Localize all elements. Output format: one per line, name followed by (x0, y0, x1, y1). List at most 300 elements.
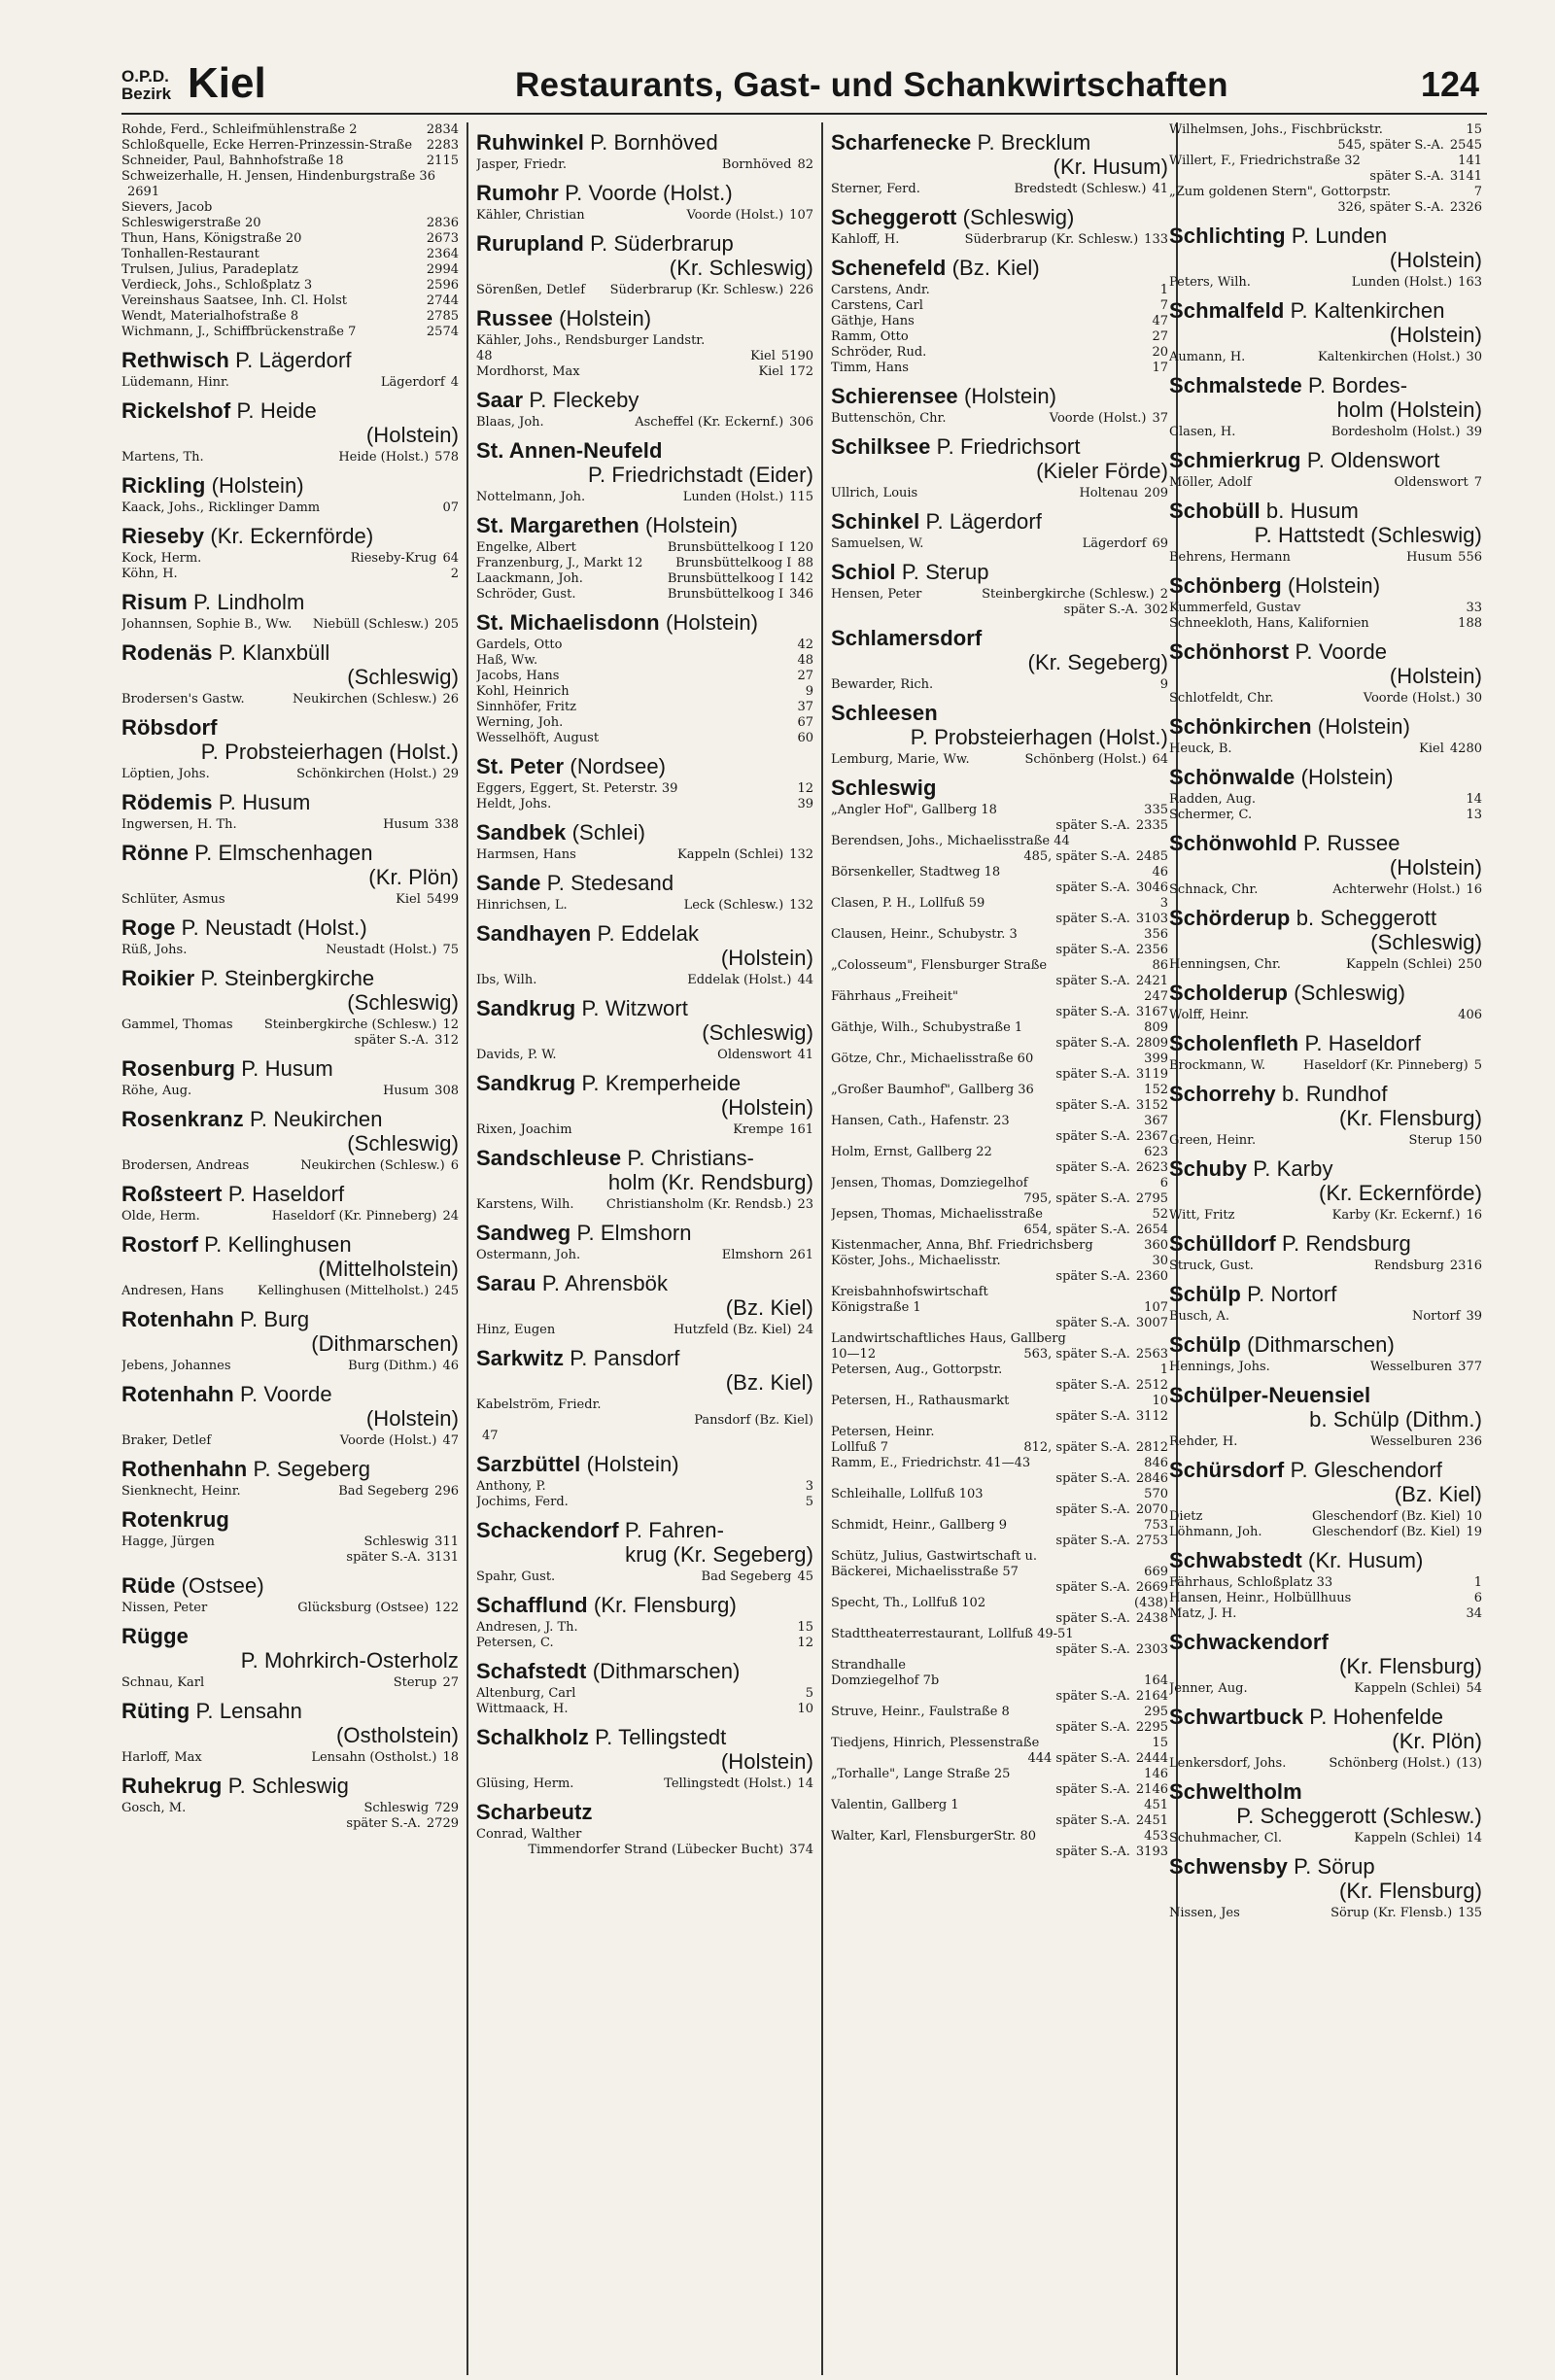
entry-phone: 163 (1458, 275, 1482, 290)
place-heading (121, 1624, 466, 1673)
entry-phone: 12 (442, 1018, 459, 1032)
listing-entry (831, 1316, 1176, 1331)
place-postal: P. Bordes- (1308, 373, 1408, 397)
listing-entry (831, 536, 1176, 552)
entry-name: Johannsen, Sophie B., Ww. (121, 617, 293, 632)
place-postal: (Holstein) (1288, 573, 1381, 598)
place-heading (121, 1573, 466, 1598)
entry-location: Brunsbüttelkoog I (667, 540, 784, 555)
listing-entry (831, 943, 1176, 958)
place-heading (1169, 1082, 1490, 1130)
place-section (121, 1056, 466, 1099)
entry-location: Voorde (Holst.) (1049, 411, 1147, 426)
entry-location: Tellingstedt (Holst.) (664, 1776, 792, 1791)
listing-entry (121, 138, 466, 154)
district-label (121, 68, 171, 103)
place-section (476, 1146, 821, 1213)
entry-phone: 7 (1473, 475, 1482, 490)
listing-entry (121, 767, 466, 782)
entry-location: Kappeln (Schlei) (1354, 1681, 1461, 1696)
entry-phone: 296 (434, 1484, 459, 1499)
listing-entry (476, 1702, 821, 1717)
entry-phone: 578 (434, 450, 459, 465)
place-name: Rüting (121, 1699, 190, 1723)
place-postal: P. Lensahn (195, 1699, 302, 1723)
place-section (1169, 639, 1490, 707)
entry-phone: 2669 (1135, 1580, 1168, 1595)
listing-entry (1169, 185, 1490, 200)
entry-name: Martens, Th. (121, 450, 204, 465)
listing-entry (831, 880, 1176, 896)
place-heading (1169, 298, 1490, 347)
place-postal: P. Bornhöved (590, 130, 718, 155)
entry-name: Heuck, B. (1169, 742, 1232, 756)
place-section (476, 231, 821, 298)
place-heading (1169, 224, 1490, 272)
place-name: Schülldorf (1169, 1231, 1276, 1256)
entry-name: Jensen, Thomas, Domziegelhof (831, 1176, 1028, 1190)
entry-phone: 245 (434, 1284, 459, 1298)
place-heading (121, 1232, 466, 1281)
place-name: Sarkwitz (476, 1346, 565, 1370)
entry-name: Petersen, Heinr. (831, 1425, 935, 1439)
listing-entry (1169, 808, 1490, 823)
entry-name: Anthony, P. (476, 1479, 546, 1494)
place-heading (121, 715, 466, 764)
place-heading (121, 524, 466, 548)
entry-phone: 2360 (1135, 1269, 1168, 1284)
place-heading (831, 626, 1176, 674)
entry-location: später S.-A. (354, 1033, 430, 1048)
entry-phone: 27 (442, 1675, 459, 1690)
listing-entry (831, 1160, 1176, 1176)
entry-name: Jenner, Aug. (1169, 1681, 1248, 1696)
place-postal: P. Witzwort (581, 996, 688, 1020)
place-section (1169, 1231, 1490, 1274)
column-1 (121, 122, 468, 2375)
entry-name: Nottelmann, Joh. (476, 490, 586, 504)
listing-entry (831, 1254, 1176, 1269)
entry-phone: 24 (797, 1323, 813, 1337)
listing-entry (476, 157, 821, 173)
entry-phone: 88 (797, 556, 813, 570)
entry-name: Ramm, Otto (831, 329, 909, 344)
entry-phone: 188 (1458, 616, 1482, 631)
entry-phone: 623 (1144, 1145, 1168, 1159)
place-section (121, 715, 466, 782)
listing-entry (831, 182, 1176, 197)
entry-phone: 150 (1458, 1133, 1482, 1148)
listing-entry (831, 677, 1176, 693)
place-heading (476, 871, 821, 895)
entry-phone: 132 (789, 847, 813, 862)
place-section (121, 966, 466, 1049)
listing-entry (831, 1394, 1176, 1409)
place-name: Rotenhahn (121, 1307, 234, 1331)
entry-name: Davids, P. W. (476, 1048, 557, 1062)
listing-entry (121, 1816, 466, 1832)
entry-phone: 6 (450, 1158, 459, 1173)
entry-phone: 3103 (1135, 912, 1168, 926)
listing-entry (831, 1300, 1176, 1316)
entry-name: Schloßquelle, Ecke Herren-Prinzessin-Straße (121, 138, 413, 153)
place-name: Russee (476, 306, 553, 330)
listing-entry (831, 361, 1176, 376)
entry-location: Kappeln (Schlei) (1345, 957, 1453, 972)
place-heading (831, 701, 1176, 749)
place-postal: b. Scheggerott (1296, 906, 1437, 930)
entry-name: Ingwersen, H. Th. (121, 817, 237, 832)
place-section (1169, 224, 1490, 291)
entry-name: Heldt, Johs. (476, 797, 552, 811)
entry-location: Husum (383, 1084, 430, 1098)
entry-location: Hutzfeld (Bz. Kiel) (674, 1323, 792, 1337)
listing-entry (1169, 882, 1490, 898)
place-section (121, 1307, 466, 1374)
listing-entry (831, 1378, 1176, 1394)
place-postal: P. Nortorf (1247, 1282, 1337, 1306)
place-region: (Holstein) (365, 423, 459, 447)
place-postal: (Holstein) (665, 610, 759, 635)
entry-name: Schleihalle, Lollfuß 103 (831, 1487, 984, 1501)
place-heading (1169, 499, 1490, 547)
entry-phone: 346 (789, 587, 813, 602)
place-region: P. Scheggerott (Schlesw.) (1236, 1804, 1482, 1828)
listing-entry (831, 1845, 1176, 1860)
listing-entry (1169, 169, 1490, 185)
entry-phone: 30 (1152, 1254, 1168, 1268)
entry-phone: 3152 (1135, 1098, 1168, 1113)
entry-phone: 27 (1152, 329, 1168, 344)
entry-location: später S.-A. (1055, 1611, 1130, 1626)
listing-entry (831, 603, 1176, 618)
entry-location: Gleschendorf (Bz. Kiel) (1311, 1509, 1461, 1524)
place-heading (1169, 1031, 1490, 1055)
entry-location: Kiel (758, 364, 784, 379)
entry-phone: 14 (1466, 1831, 1482, 1845)
listing-entry (831, 345, 1176, 361)
place-heading (476, 1518, 821, 1567)
entry-name: Braker, Detlef (121, 1433, 212, 1448)
entry-phone: 311 (434, 1535, 459, 1549)
entry-phone: 2834 (426, 122, 459, 137)
listing-entry (121, 1484, 466, 1500)
place-section (476, 1221, 821, 1263)
entry-phone: 164 (1144, 1673, 1168, 1688)
entry-name: Buttenschön, Chr. (831, 411, 947, 426)
entry-phone: 15 (1466, 122, 1482, 137)
place-name: Schierensee (831, 384, 958, 408)
entry-phone: 64 (1152, 752, 1168, 767)
listing-entry (831, 1767, 1176, 1782)
place-postal: P. Voorde (1295, 639, 1388, 664)
place-postal: (Holstein) (1300, 765, 1394, 789)
place-postal: P. Kellinghusen (204, 1232, 352, 1257)
place-name: Rosenkranz (121, 1107, 244, 1131)
place-section (476, 754, 821, 812)
entry-name: Carstens, Carl (831, 298, 923, 313)
place-postal: P. Haseldorf (1304, 1031, 1421, 1055)
entry-location: später S.-A. (1055, 1378, 1130, 1393)
listing-entry (831, 1223, 1176, 1238)
entry-phone: 54 (1466, 1681, 1482, 1696)
place-section (476, 610, 821, 746)
place-heading (1169, 448, 1490, 472)
place-heading (121, 348, 466, 372)
place-postal: P. Pansdorf (570, 1346, 680, 1370)
listing-entry (831, 1440, 1176, 1456)
entry-name: Franzenburg, J., Markt 12 (476, 556, 643, 570)
listing-entry (121, 892, 466, 908)
place-heading (476, 1725, 821, 1774)
listing-entry (1169, 1831, 1490, 1846)
entry-phone: 2451 (1135, 1813, 1168, 1828)
place-heading (476, 231, 821, 280)
listing-entry (476, 669, 821, 684)
place-postal: P. Elmschenhagen (194, 841, 373, 865)
column-2 (476, 122, 823, 2375)
place-section (121, 1774, 466, 1832)
place-heading (476, 1800, 821, 1824)
listing-entry (476, 349, 821, 364)
place-name: Rethwisch (121, 348, 229, 372)
entry-name: Witt, Fritz (1169, 1208, 1235, 1223)
place-section (476, 1800, 821, 1858)
listing-entry (831, 1534, 1176, 1549)
entry-location: Neukirchen (Schlesw.) (300, 1158, 445, 1173)
place-section (1169, 499, 1490, 566)
place-region: (Holstein) (720, 1749, 813, 1774)
entry-location: Leck (Schlesw.) (683, 898, 784, 913)
entry-phone: 23 (797, 1197, 813, 1212)
place-name: Risum (121, 590, 188, 614)
listing-entry (831, 1114, 1176, 1129)
entry-phone: 67 (797, 715, 813, 730)
entry-name: Röhe, Aug. (121, 1084, 192, 1098)
entry-location: Husum (383, 817, 430, 832)
entry-phone: 52 (1152, 1207, 1168, 1222)
place-name: Schenefeld (831, 256, 947, 280)
place-name: Sarzbüttel (476, 1452, 581, 1476)
listing-entry (831, 752, 1176, 768)
entry-name: Wilhelmsen, Johs., Fischbrückstr. (1169, 122, 1383, 137)
place-postal: P. Neustadt (Holst.) (181, 915, 367, 940)
listing-entry (831, 1207, 1176, 1223)
place-name: Schinkel (831, 509, 920, 534)
place-name: Rothenhahn (121, 1457, 248, 1481)
place-heading (476, 438, 821, 487)
entry-phone: 5 (805, 1686, 813, 1701)
place-section (121, 1457, 466, 1500)
listing-entry (1169, 1058, 1490, 1074)
entry-name: Schneekloth, Hans, Kalifornien (1169, 616, 1369, 631)
place-region: (Kr. Segeberg) (1027, 650, 1168, 674)
place-section (1169, 906, 1490, 973)
entry-name: Petersen, C. (476, 1636, 554, 1650)
listing-entry (121, 1801, 466, 1816)
place-section (121, 1382, 466, 1449)
entry-phone: 2356 (1135, 943, 1168, 957)
entry-name: Rohde, Ferd., Schleifmühlenstraße 2 (121, 122, 358, 137)
entry-location (453, 169, 459, 185)
entry-phone: 2846 (1135, 1471, 1168, 1486)
entry-name: Sienknecht, Heinr. (121, 1484, 241, 1499)
entry-location: später S.-A. (1055, 1269, 1130, 1284)
place-section (121, 1699, 466, 1766)
place-section (476, 306, 821, 380)
place-section (121, 1624, 466, 1691)
entry-name: Berendsen, Johs., Michaelisstraße 44 (831, 834, 1070, 848)
place-region: (Holstein) (1389, 664, 1482, 688)
listing-entry (476, 715, 821, 731)
entry-name: Köster, Johs., Michaelisstr. (831, 1254, 1001, 1268)
listing-entry (1169, 138, 1490, 154)
entry-location: Kellinghusen (Mittelholst.) (258, 1284, 430, 1298)
place-region: P. Mohrkirch-Osterholz (240, 1648, 459, 1673)
place-section (831, 626, 1176, 693)
entry-phone: 374 (789, 1843, 813, 1857)
listing-entry (831, 1052, 1176, 1067)
listing-entry (831, 298, 1176, 314)
entry-location: Christiansholm (Kr. Rendsb.) (605, 1197, 792, 1212)
entry-name: Fährhaus „Freiheit" (831, 989, 959, 1004)
place-section (121, 790, 466, 833)
listing-entry (1169, 1309, 1490, 1325)
entry-phone: 2316 (1449, 1259, 1482, 1273)
place-heading (476, 996, 821, 1045)
entry-name: Holm, Ernst, Gallberg 22 (831, 1145, 992, 1159)
entry-location: Süderbrarup (Kr. Schlesw.) (609, 283, 784, 297)
entry-phone: 846 (1144, 1456, 1168, 1470)
entry-location: später S.-A. (1055, 1689, 1130, 1704)
place-heading (831, 560, 1176, 584)
place-postal: P. Sterup (901, 560, 989, 584)
listing-entry (831, 912, 1176, 927)
place-region: (Ostholstein) (335, 1723, 459, 1747)
entry-phone: 2574 (426, 325, 459, 339)
listing-entry (831, 1238, 1176, 1254)
entry-name: Walter, Karl, FlensburgerStr. 80 (831, 1829, 1036, 1844)
entry-phone: 2729 (426, 1816, 459, 1831)
entry-name: Lollfuß 7 (831, 1440, 889, 1455)
place-heading (831, 776, 1176, 800)
listing-entry (121, 1018, 466, 1033)
listing-entry (1169, 1591, 1490, 1606)
entry-location: Sterup (393, 1675, 437, 1690)
entry-phone: 302 (1144, 603, 1168, 617)
entry-phone: 30 (1466, 350, 1482, 364)
listing-entry (476, 1776, 821, 1792)
entry-phone: 86 (1152, 958, 1168, 973)
entry-location: Lägerdorf (1082, 536, 1147, 551)
place-region: (Kieler Förde) (1036, 459, 1168, 483)
entry-location: Kiel (750, 349, 776, 363)
place-region: (Bz. Kiel) (725, 1295, 813, 1320)
entry-phone: 2115 (426, 154, 459, 168)
entry-phone: 2326 (1449, 200, 1482, 215)
entry-location: Schönberg (Holst.) (1329, 1756, 1451, 1771)
place-section (1169, 1156, 1490, 1224)
entry-location: Kaltenkirchen (Holst.) (1317, 350, 1461, 364)
place-postal: P. Husum (218, 790, 311, 814)
entry-location: 444 später S.-A. (1027, 1751, 1130, 1766)
listing-entry (121, 692, 466, 707)
entry-phone: 107 (1144, 1300, 1168, 1315)
listing-entry (476, 415, 821, 431)
listing-entry (121, 1550, 466, 1566)
entry-name: Tonhallen-Restaurant (121, 247, 259, 261)
place-section (1169, 373, 1490, 440)
place-section (1169, 765, 1490, 823)
place-name: Rurupland (476, 231, 584, 256)
entry-name: Conrad, Walther (476, 1827, 582, 1842)
place-heading (831, 256, 1176, 280)
place-name: Rumohr (476, 181, 559, 205)
place-name: Scholderup (1169, 981, 1289, 1005)
entry-location: Voorde (Holst.) (339, 1433, 437, 1448)
entry-name: Busch, A. (1169, 1309, 1230, 1324)
place-heading (1169, 1854, 1490, 1903)
place-heading (476, 1593, 821, 1617)
entry-name: Gardels, Otto (476, 638, 563, 652)
entry-name: Petersen, H., Rathausmarkt (831, 1394, 1010, 1408)
listing-entry (476, 700, 821, 715)
place-heading (476, 1146, 821, 1194)
listing-entry (831, 1502, 1176, 1518)
entry-location: Glücksburg (Ostsee) (297, 1601, 430, 1615)
listing-entry (1169, 742, 1490, 757)
entry-location: Sterup (1408, 1133, 1453, 1148)
entry-location: Heide (Holst.) (338, 450, 430, 465)
place-section (476, 181, 821, 224)
entry-location: Krempe (733, 1122, 784, 1137)
place-name: Sandschleuse (476, 1146, 622, 1170)
place-name: St. Margarethen (476, 513, 639, 537)
listing-entry (476, 1048, 821, 1063)
entry-phone (1162, 1331, 1168, 1347)
place-section (121, 1507, 466, 1566)
entry-name: Kahloff, H. (831, 232, 900, 247)
entry-phone: 205 (434, 617, 459, 632)
entry-name: Sinnhöfer, Fritz (476, 700, 577, 714)
listing-entry (1169, 792, 1490, 808)
place-section (476, 1452, 821, 1510)
place-heading (121, 590, 466, 614)
listing-entry (121, 1284, 466, 1299)
entry-phone: 3141 (1449, 169, 1482, 184)
entry-phone: 2654 (1135, 1223, 1168, 1237)
entry-phone: 306 (789, 415, 813, 430)
place-heading (476, 1221, 821, 1245)
entry-phone: 41 (797, 1048, 813, 1062)
entry-location: Schleswig (363, 1801, 430, 1815)
listing-entry (476, 781, 821, 797)
entry-phone: 6 (1159, 1176, 1168, 1190)
place-postal: P. Kremperheide (581, 1071, 742, 1095)
entry-location: Brunsbüttelkoog I (667, 571, 784, 586)
entry-phone: 7 (1473, 185, 1482, 199)
entry-location: Timmendorfer Strand (Lübecker Bucht) (528, 1843, 784, 1857)
entry-phone: 2691 (127, 185, 160, 199)
place-section (476, 1518, 821, 1585)
place-name: Sarau (476, 1271, 536, 1295)
place-name: Scharbeutz (476, 1800, 593, 1824)
place-heading (476, 1452, 821, 1476)
place-heading (121, 1457, 466, 1481)
entry-phone: 2812 (1135, 1440, 1168, 1455)
place-postal: P. Heide (236, 398, 317, 423)
entry-name: Struve, Heinr., Faulstraße 8 (831, 1705, 1010, 1719)
